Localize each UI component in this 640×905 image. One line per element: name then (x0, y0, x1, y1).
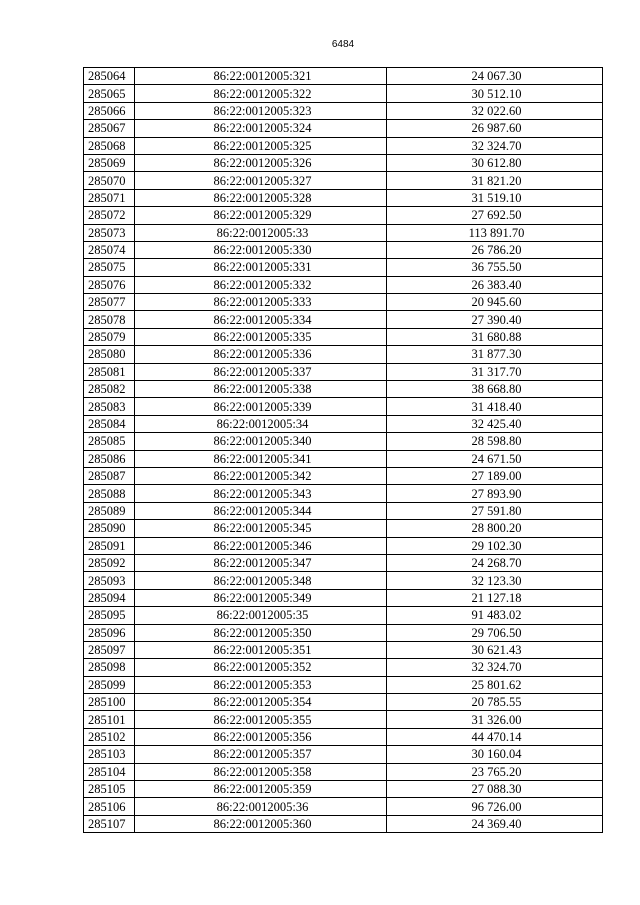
table-row (84, 85, 603, 102)
value-cell: 32 324.70 (387, 137, 603, 154)
cadastral-number-cell: 86:22:0012005:36 (135, 798, 387, 815)
cadastral-number-cell: 86:22:0012005:333 (135, 294, 387, 311)
cadastral-number-cell: 86:22:0012005:353 (135, 676, 387, 693)
value-cell: 113 891.70 (387, 224, 603, 241)
cadastral-number-cell: 86:22:0012005:327 (135, 172, 387, 189)
cadastral-number-cell: 86:22:0012005:345 (135, 520, 387, 537)
value-cell: 32 324.70 (387, 659, 603, 676)
cadastral-number-cell: 86:22:0012005:348 (135, 572, 387, 589)
table-row (84, 276, 603, 293)
value-cell: 24 671.50 (387, 450, 603, 467)
value-cell: 96 726.00 (387, 798, 603, 815)
cadastral-number-cell: 86:22:0012005:335 (135, 328, 387, 345)
value-cell: 31 680.88 (387, 328, 603, 345)
record-id-cell: 285068 (84, 137, 135, 154)
value-cell: 32 425.40 (387, 415, 603, 432)
cadastral-number-cell: 86:22:0012005:352 (135, 659, 387, 676)
record-id-cell: 285079 (84, 328, 135, 345)
table-row (84, 381, 603, 398)
value-cell: 27 692.50 (387, 207, 603, 224)
value-cell: 27 189.00 (387, 467, 603, 484)
record-id-cell: 285072 (84, 207, 135, 224)
cadastral-number-cell: 86:22:0012005:323 (135, 102, 387, 119)
table-row (84, 641, 603, 658)
table-row (84, 502, 603, 519)
record-id-cell: 285106 (84, 798, 135, 815)
record-id-cell: 285103 (84, 746, 135, 763)
value-cell: 31 519.10 (387, 189, 603, 206)
record-id-cell: 285065 (84, 85, 135, 102)
value-cell: 36 755.50 (387, 259, 603, 276)
record-id-cell: 285076 (84, 276, 135, 293)
table-row (84, 711, 603, 728)
record-id-cell: 285082 (84, 381, 135, 398)
table-row (84, 798, 603, 815)
value-cell: 26 987.60 (387, 120, 603, 137)
cadastral-number-cell: 86:22:0012005:347 (135, 554, 387, 571)
cadastral-number-cell: 86:22:0012005:341 (135, 450, 387, 467)
record-id-cell: 285066 (84, 102, 135, 119)
table-row (84, 781, 603, 798)
value-cell: 31 317.70 (387, 363, 603, 380)
cadastral-number-cell: 86:22:0012005:35 (135, 607, 387, 624)
table-row (84, 102, 603, 119)
cadastral-number-cell: 86:22:0012005:357 (135, 746, 387, 763)
record-id-cell: 285075 (84, 259, 135, 276)
value-cell: 26 786.20 (387, 241, 603, 258)
table-row (84, 398, 603, 415)
cadastral-number-cell: 86:22:0012005:34 (135, 415, 387, 432)
record-id-cell: 285080 (84, 346, 135, 363)
table-row (84, 746, 603, 763)
table-row (84, 450, 603, 467)
cadastral-number-cell: 86:22:0012005:354 (135, 694, 387, 711)
table-row (84, 572, 603, 589)
value-cell: 26 383.40 (387, 276, 603, 293)
table-row (84, 311, 603, 328)
cadastral-number-cell: 86:22:0012005:339 (135, 398, 387, 415)
record-id-cell: 285101 (84, 711, 135, 728)
record-id-cell: 285095 (84, 607, 135, 624)
value-cell: 20 945.60 (387, 294, 603, 311)
table-row (84, 659, 603, 676)
value-cell: 24 067.30 (387, 68, 603, 85)
record-id-cell: 285107 (84, 815, 135, 832)
record-id-cell: 285105 (84, 781, 135, 798)
table-row (84, 120, 603, 137)
record-id-cell: 285104 (84, 763, 135, 780)
table-row (84, 728, 603, 745)
table-row (84, 415, 603, 432)
table-row (84, 624, 603, 641)
cadastral-value-table (83, 67, 603, 833)
value-cell: 30 612.80 (387, 154, 603, 171)
cadastral-number-cell: 86:22:0012005:325 (135, 137, 387, 154)
value-cell: 32 022.60 (387, 102, 603, 119)
table-row (84, 537, 603, 554)
table-row (84, 241, 603, 258)
table-row (84, 172, 603, 189)
cadastral-number-cell: 86:22:0012005:332 (135, 276, 387, 293)
page-number: 6484 (331, 39, 355, 50)
record-id-cell: 285086 (84, 450, 135, 467)
record-id-cell: 285069 (84, 154, 135, 171)
value-cell: 23 765.20 (387, 763, 603, 780)
record-id-cell: 285098 (84, 659, 135, 676)
value-cell: 31 877.30 (387, 346, 603, 363)
value-cell: 31 821.20 (387, 172, 603, 189)
value-cell: 28 598.80 (387, 433, 603, 450)
cadastral-number-cell: 86:22:0012005:340 (135, 433, 387, 450)
cadastral-number-cell: 86:22:0012005:322 (135, 85, 387, 102)
value-cell: 44 470.14 (387, 728, 603, 745)
value-cell: 30 512.10 (387, 85, 603, 102)
table-row (84, 815, 603, 832)
cadastral-number-cell: 86:22:0012005:328 (135, 189, 387, 206)
record-id-cell: 285093 (84, 572, 135, 589)
value-cell: 25 801.62 (387, 676, 603, 693)
record-id-cell: 285083 (84, 398, 135, 415)
table-row (84, 137, 603, 154)
cadastral-number-cell: 86:22:0012005:356 (135, 728, 387, 745)
record-id-cell: 285073 (84, 224, 135, 241)
cadastral-number-cell: 86:22:0012005:331 (135, 259, 387, 276)
cadastral-number-cell: 86:22:0012005:324 (135, 120, 387, 137)
record-id-cell: 285085 (84, 433, 135, 450)
record-id-cell: 285071 (84, 189, 135, 206)
value-cell: 27 591.80 (387, 502, 603, 519)
record-id-cell: 285074 (84, 241, 135, 258)
record-id-cell: 285067 (84, 120, 135, 137)
table-row (84, 433, 603, 450)
value-cell: 24 369.40 (387, 815, 603, 832)
record-id-cell: 285089 (84, 502, 135, 519)
value-cell: 38 668.80 (387, 381, 603, 398)
record-id-cell: 285096 (84, 624, 135, 641)
record-id-cell: 285078 (84, 311, 135, 328)
table-row (84, 328, 603, 345)
table-row (84, 363, 603, 380)
value-cell: 91 483.02 (387, 607, 603, 624)
value-cell: 32 123.30 (387, 572, 603, 589)
value-cell: 28 800.20 (387, 520, 603, 537)
table-row (84, 485, 603, 502)
value-cell: 31 418.40 (387, 398, 603, 415)
table-row (84, 68, 603, 85)
record-id-cell: 285097 (84, 641, 135, 658)
record-id-cell: 285070 (84, 172, 135, 189)
cadastral-number-cell: 86:22:0012005:33 (135, 224, 387, 241)
cadastral-number-cell: 86:22:0012005:343 (135, 485, 387, 502)
record-id-cell: 285099 (84, 676, 135, 693)
cadastral-number-cell: 86:22:0012005:360 (135, 815, 387, 832)
record-id-cell: 285064 (84, 68, 135, 85)
record-id-cell: 285084 (84, 415, 135, 432)
cadastral-number-cell: 86:22:0012005:346 (135, 537, 387, 554)
value-cell: 27 390.40 (387, 311, 603, 328)
table-row (84, 520, 603, 537)
cadastral-number-cell: 86:22:0012005:349 (135, 589, 387, 606)
table-row (84, 189, 603, 206)
value-cell: 24 268.70 (387, 554, 603, 571)
record-id-cell: 285090 (84, 520, 135, 537)
cadastral-number-cell: 86:22:0012005:326 (135, 154, 387, 171)
value-cell: 30 160.04 (387, 746, 603, 763)
table-body (84, 68, 603, 833)
cadastral-number-cell: 86:22:0012005:344 (135, 502, 387, 519)
cadastral-number-cell: 86:22:0012005:336 (135, 346, 387, 363)
cadastral-number-cell: 86:22:0012005:351 (135, 641, 387, 658)
table-row (84, 259, 603, 276)
table-row (84, 676, 603, 693)
table-row (84, 346, 603, 363)
table-row (84, 554, 603, 571)
table-row (84, 589, 603, 606)
record-id-cell: 285087 (84, 467, 135, 484)
value-cell: 27 088.30 (387, 781, 603, 798)
record-id-cell: 285081 (84, 363, 135, 380)
cadastral-number-cell: 86:22:0012005:350 (135, 624, 387, 641)
value-cell: 21 127.18 (387, 589, 603, 606)
cadastral-number-cell: 86:22:0012005:329 (135, 207, 387, 224)
record-id-cell: 285094 (84, 589, 135, 606)
table-row (84, 607, 603, 624)
cadastral-number-cell: 86:22:0012005:355 (135, 711, 387, 728)
cadastral-number-cell: 86:22:0012005:358 (135, 763, 387, 780)
table-row (84, 467, 603, 484)
record-id-cell: 285091 (84, 537, 135, 554)
cadastral-number-cell: 86:22:0012005:338 (135, 381, 387, 398)
cadastral-number-cell: 86:22:0012005:337 (135, 363, 387, 380)
record-id-cell: 285102 (84, 728, 135, 745)
table-row (84, 207, 603, 224)
cadastral-number-cell: 86:22:0012005:334 (135, 311, 387, 328)
cadastral-number-cell: 86:22:0012005:359 (135, 781, 387, 798)
table-row (84, 763, 603, 780)
table-row (84, 224, 603, 241)
record-id-cell: 285077 (84, 294, 135, 311)
cadastral-number-cell: 86:22:0012005:342 (135, 467, 387, 484)
value-cell: 29 102.30 (387, 537, 603, 554)
table-row (84, 154, 603, 171)
value-cell: 20 785.55 (387, 694, 603, 711)
table-row (84, 694, 603, 711)
value-cell: 29 706.50 (387, 624, 603, 641)
cadastral-number-cell: 86:22:0012005:330 (135, 241, 387, 258)
record-id-cell: 285092 (84, 554, 135, 571)
value-cell: 27 893.90 (387, 485, 603, 502)
record-id-cell: 285100 (84, 694, 135, 711)
value-cell: 30 621.43 (387, 641, 603, 658)
record-id-cell: 285088 (84, 485, 135, 502)
value-cell: 31 326.00 (387, 711, 603, 728)
table-row (84, 294, 603, 311)
cadastral-number-cell: 86:22:0012005:321 (135, 68, 387, 85)
